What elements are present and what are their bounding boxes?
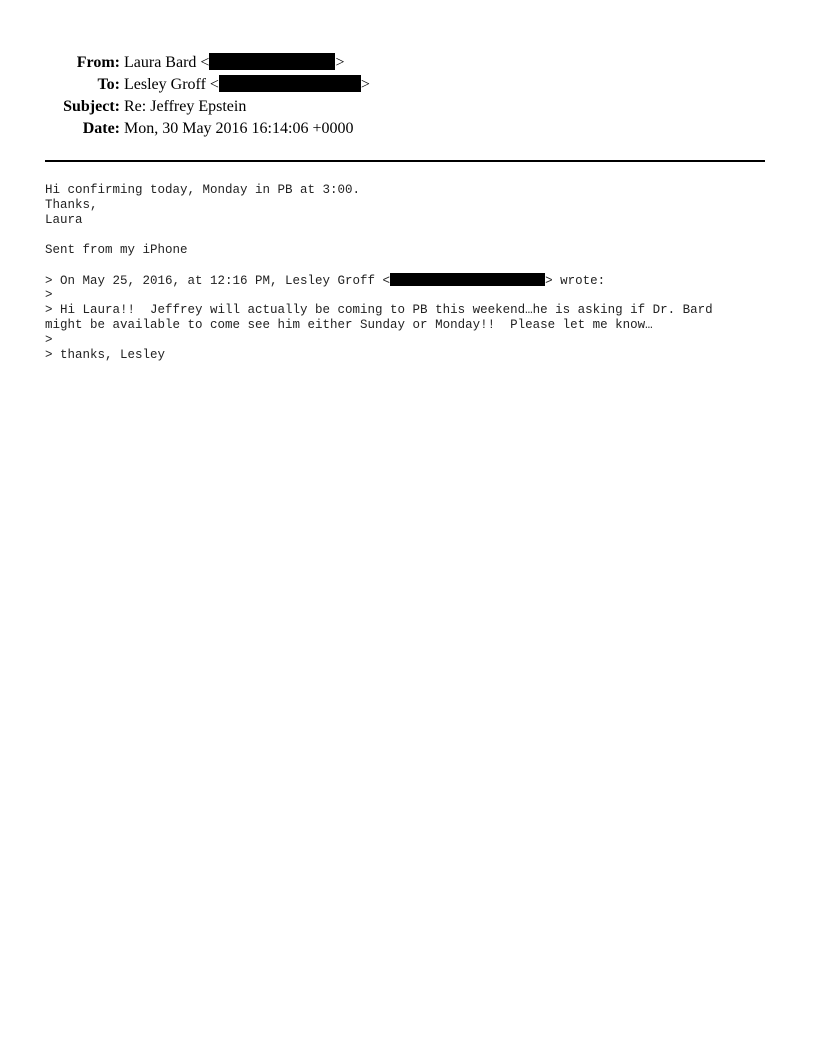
quote-intro-text: > On May 25, 2016, at 12:16 PM, Lesley Groff <	[45, 274, 391, 288]
quote-intro	[45, 273, 770, 288]
subject-label: Subject:	[63, 98, 120, 115]
redacted-quote-email	[390, 273, 545, 286]
header-divider	[45, 160, 765, 162]
to-label: To:	[97, 76, 120, 93]
date-row	[0, 118, 816, 140]
from-close: >	[335, 54, 345, 71]
redacted-to-email	[219, 75, 361, 92]
blank-line	[45, 228, 770, 243]
quote-line: >	[45, 288, 53, 302]
from-value	[124, 52, 344, 74]
signature-line: Sent from my iPhone	[45, 243, 188, 257]
subject-value: Re: Jeffrey Epstein	[124, 98, 247, 115]
subject-row	[0, 96, 816, 118]
to-value	[124, 74, 370, 96]
date-value: Mon, 30 May 2016 16:14:06 +0000	[124, 120, 354, 137]
from-row	[0, 52, 816, 74]
body-line: Hi confirming today, Monday in PB at 3:00.	[45, 183, 361, 197]
body-line: Laura	[45, 213, 83, 227]
blank-line	[45, 258, 770, 273]
to-row	[0, 74, 816, 96]
body-line: Thanks,	[45, 198, 98, 212]
from-name: Laura Bard <	[124, 54, 210, 71]
email-body	[45, 183, 770, 363]
redacted-from-email	[209, 53, 335, 70]
email-header	[0, 52, 816, 140]
from-label: From:	[76, 54, 120, 71]
quote-line: > Hi Laura!! Jeffrey will actually be coming to PB this weekend…he is asking if Dr. Bard	[45, 303, 713, 317]
quote-intro-suffix: > wrote:	[545, 274, 606, 288]
to-close: >	[360, 76, 370, 93]
quote-line: might be available to come see him either Sunday or Monday!! Please let me know…	[45, 318, 653, 332]
date-label: Date:	[82, 120, 120, 137]
quote-line: >	[45, 333, 53, 347]
quote-line: > thanks, Lesley	[45, 348, 166, 362]
to-name: Lesley Groff <	[124, 76, 219, 93]
